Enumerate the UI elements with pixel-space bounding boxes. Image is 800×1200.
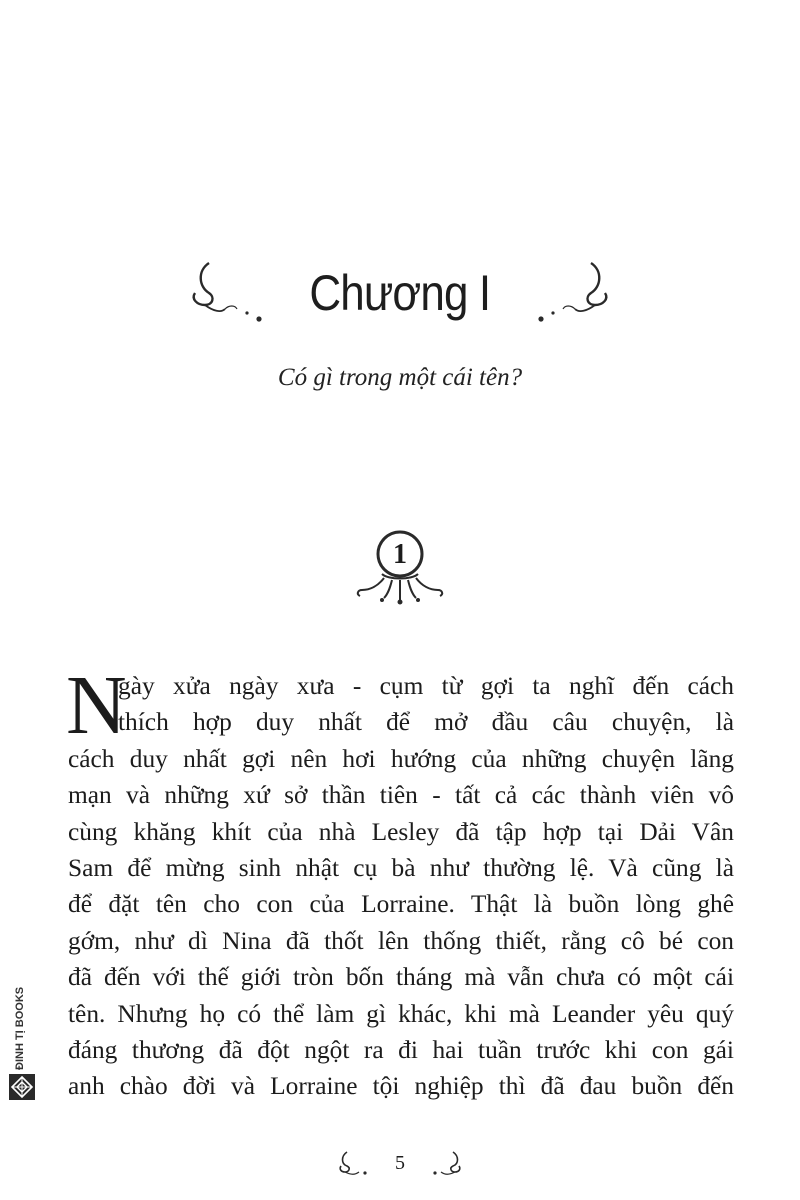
section-number: 1 — [393, 539, 407, 570]
drop-cap: N — [66, 659, 127, 752]
publisher-mark — [6, 978, 36, 1106]
left-flourish-icon — [179, 253, 279, 333]
body-text — [66, 659, 734, 1105]
publisher-name: ĐINH TỊ BOOKS — [14, 986, 26, 1070]
body-line: anh chào đời và Lorraine tội nghiệp thì đã đau buồn đến — [68, 1072, 734, 1101]
page-number: 5 — [395, 1151, 405, 1174]
footer-left-flourish-icon — [333, 1148, 373, 1178]
body-line: thích hợp duy nhất để mở đầu câu chuyện, là — [118, 708, 734, 737]
body-line: Sam để mừng sinh nhật cụ bà như thường lệ. Và cũng là — [68, 853, 734, 882]
body-line: đã đến với thế giới tròn bốn tháng mà vẫn chưa có một cái — [68, 963, 734, 992]
right-flourish-icon — [521, 253, 621, 333]
body-line: mạn và những xứ sở thần tiên - tất cả các thành viên vô — [68, 781, 734, 810]
body-line: gày xửa ngày xưa - cụm từ gợi ta nghĩ đến cách — [118, 672, 734, 700]
chapter-header — [0, 248, 800, 338]
page-footer — [0, 1146, 800, 1180]
body-line: để đặt tên cho con của Lorraine. Thật là buồn lòng ghê — [68, 890, 734, 919]
chapter-title: Chương I — [309, 265, 491, 321]
body-line: cách duy nhất gợi nên hơi hướng của những chuyện lãng — [68, 744, 734, 773]
body-line: tên. Nhưng họ có thể làm gì khác, khi mà Leander yêu quý — [68, 999, 734, 1028]
chapter-subtitle: Có gì trong một cái tên? — [277, 364, 523, 391]
publisher-logo-icon — [9, 1074, 35, 1100]
body-line: đáng thương đã đột ngột ra đi hai tuần trước khi con gái — [68, 1035, 734, 1064]
footer-right-flourish-icon — [427, 1148, 467, 1178]
body-line: cùng khăng khít của nhà Lesley đã tập hợp tại Dải Vân — [68, 817, 734, 846]
body-line: gớm, như dì Nina đã thốt lên thống thiết, rằng cô bé con — [68, 926, 734, 955]
